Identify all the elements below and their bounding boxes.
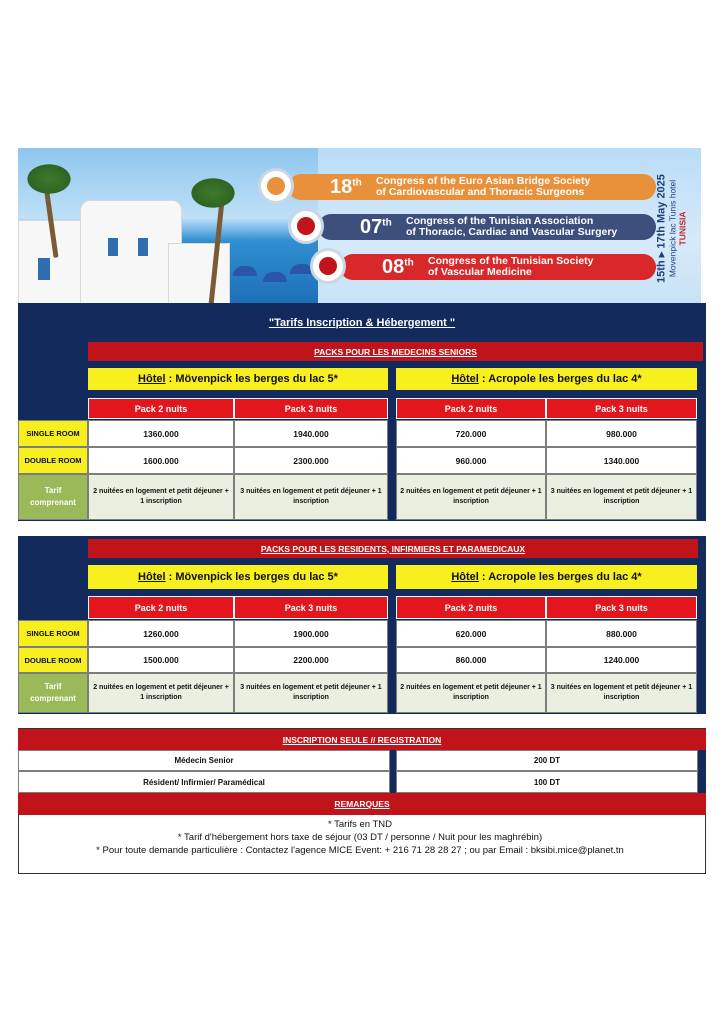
congress-pill-3: 08th Congress of the Tunisian Society of Vascular Medicine: [340, 254, 656, 280]
row-label-double: DOUBLE ROOM: [18, 647, 88, 673]
price-cell: 880.000: [546, 620, 697, 647]
row-label-tarif: Tarif comprenant: [18, 673, 88, 713]
registration-title: INSCRIPTION SEULE // REGISTRATION: [18, 729, 706, 750]
main-title: "Tarifs Inscription & Hébergement ": [268, 317, 456, 329]
tarif-cell: 2 nuitées en logement et petit déjeuner + 1 inscription: [396, 673, 546, 713]
congress-pill-2: 07th Congress of the Tunisian Association of Thoracic, Cardiac and Vascular Surgery: [318, 214, 656, 240]
congress-banner: [18, 148, 701, 303]
hotel-movenpick: Hôtel : Mövenpick les berges du lac 5*: [88, 565, 388, 589]
price-cell: 1260.000: [88, 620, 234, 647]
section-title-seniors: PACKS POUR LES MEDECINS SENIORS: [88, 342, 703, 361]
row-label-tarif: Tarif comprenant: [18, 474, 88, 520]
event-dates: [648, 152, 698, 302]
pack-header: Pack 3 nuits: [234, 398, 388, 419]
pack-header: Pack 2 nuits: [88, 398, 234, 419]
event-venue: Movenpick lac Tunis hotel: [667, 179, 678, 278]
tarif-cell: 3 nuitées en logement et petit déjeuner + 1 inscription: [234, 474, 388, 520]
price-cell: 2300.000: [234, 447, 388, 474]
congress-number: 18th: [330, 175, 362, 198]
price-cell: 1240.000: [546, 647, 697, 673]
hotel-movenpick: Hôtel : Mövenpick les berges du lac 5*: [88, 368, 388, 390]
price-cell: 1500.000: [88, 647, 234, 673]
pack-header: Pack 3 nuits: [546, 398, 697, 419]
event-dates-text: 15th ▸ 17th May 2025: [655, 174, 668, 283]
price-cell: 860.000: [396, 647, 546, 673]
price-cell: 980.000: [546, 420, 697, 447]
registration-price-senior: 200 DT: [396, 750, 698, 771]
price-cell: 620.000: [396, 620, 546, 647]
price-cell: 1940.000: [234, 420, 388, 447]
tarif-cell: 3 nuitées en logement et petit déjeuner + 1 inscription: [546, 673, 697, 713]
price-cell: 960.000: [396, 447, 546, 474]
pack-header: Pack 2 nuits: [396, 596, 546, 619]
hotel-acropole: Hôtel : Acropole les berges du lac 4*: [396, 565, 697, 589]
registration-label-resident: Résident/ Infirmier/ Paramédical: [18, 771, 390, 793]
congress-line-1: Congress of the Euro Asian Bridge Society: [376, 175, 591, 187]
pack-header: Pack 2 nuits: [396, 398, 546, 419]
congress-logo-2: [288, 208, 324, 244]
congress-line-2: of Cardiovascular and Thoracic Surgeons: [376, 186, 585, 198]
registration-price-resident: 100 DT: [396, 771, 698, 793]
hotel-acropole: Hôtel : Acropole les berges du lac 4*: [396, 368, 697, 390]
price-cell: 1900.000: [234, 620, 388, 647]
remark-line: * Tarifs en TND: [327, 819, 393, 830]
price-cell: 720.000: [396, 420, 546, 447]
price-cell: 1340.000: [546, 447, 697, 474]
registration-label-senior: Médecin Senior: [18, 750, 390, 771]
row-label-single: SINGLE ROOM: [18, 420, 88, 447]
congress-logo-1: [258, 168, 294, 204]
tarif-cell: 2 nuitées en logement et petit déjeuner + 1 inscription: [88, 474, 234, 520]
section-title-residents: PACKS POUR LES RESIDENTS, INFIRMIERS ET PARAMEDICAUX: [88, 539, 698, 558]
congress-logo-3: [310, 248, 346, 284]
tarif-cell: 3 nuitées en logement et petit déjeuner + 1 inscription: [234, 673, 388, 713]
pack-header: Pack 3 nuits: [234, 596, 388, 619]
remark-line: * Tarif d'hébergement hors taxe de séjour (03 DT / personne / Nuit pour les maghrébin): [177, 832, 543, 843]
price-cell: 1600.000: [88, 447, 234, 474]
tarif-cell: 3 nuitées en logement et petit déjeuner + 1 inscription: [546, 474, 697, 520]
remark-line: * Pour toute demande particulière : Contactez l'agence MICE Event: + 216 71 28 28 27 ; ou par Email : bksibi.mice@planet.tn: [96, 845, 624, 856]
pack-header: Pack 2 nuits: [88, 596, 234, 619]
event-country: TUNISIA: [677, 211, 688, 246]
pack-header: Pack 3 nuits: [546, 596, 697, 619]
price-cell: 1360.000: [88, 420, 234, 447]
price-cell: 2200.000: [234, 647, 388, 673]
row-label-single: SINGLE ROOM: [18, 620, 88, 647]
remarks-title: REMARQUES: [18, 793, 706, 815]
tarif-cell: 2 nuitées en logement et petit déjeuner + 1 inscription: [396, 474, 546, 520]
tarif-cell: 2 nuitées en logement et petit déjeuner + 1 inscription: [88, 673, 234, 713]
row-label-double: DOUBLE ROOM: [18, 447, 88, 474]
congress-pill-1: [288, 174, 656, 200]
